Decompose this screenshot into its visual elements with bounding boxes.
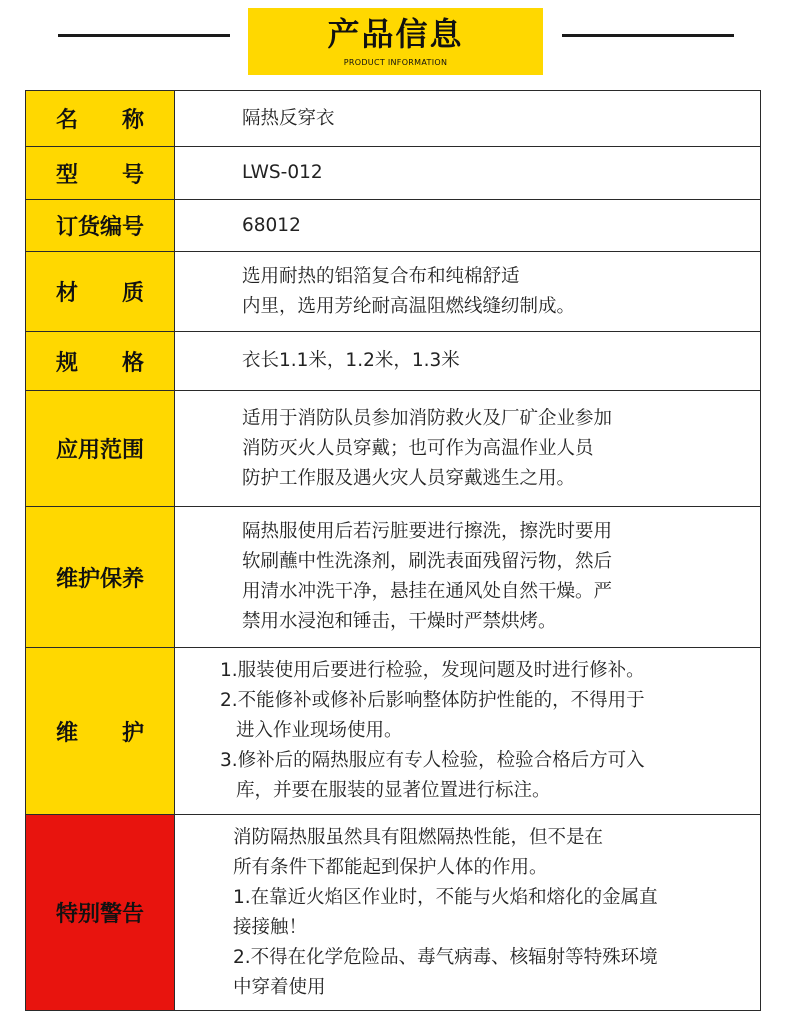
value-line: 消防灭火人员穿戴；也可作为高温作业人员 xyxy=(242,437,594,459)
value-order-number xyxy=(175,200,760,251)
row-model xyxy=(26,146,760,199)
label-application: 应用范围 xyxy=(26,391,175,506)
row-material xyxy=(26,251,760,331)
value-line: 2.不能修补或修补后影响整体防护性能的，不得用于 xyxy=(220,690,645,711)
value-line: 用清水冲洗干净，悬挂在通风处自然干燥。严 xyxy=(242,581,613,602)
header-divider-left xyxy=(58,34,230,37)
row-repair xyxy=(26,647,760,814)
value-line: 中穿着使用 xyxy=(233,976,326,998)
value-line: 库，并要在服装的显著位置进行标注。 xyxy=(236,780,551,801)
header-divider-right xyxy=(562,34,734,37)
label-maintenance-care: 维护保养 xyxy=(26,507,175,647)
value-line: 接接触！ xyxy=(233,916,308,938)
value-maintenance-care xyxy=(175,507,760,647)
value-line: 防护工作服及遇火灾人员穿戴逃生之用。 xyxy=(242,467,576,489)
value-line: 衣长1.1米，1.2米，1.3米 xyxy=(242,350,460,371)
page-title: 产品信息 xyxy=(327,15,464,53)
value-line: 进入作业现场使用。 xyxy=(236,720,403,741)
value-line: 2.不得在化学危险品、毒气病毒、核辐射等特殊环境 xyxy=(233,946,658,968)
row-name xyxy=(26,91,760,146)
value-line: 1.在靠近火焰区作业时，不能与火焰和熔化的金属直 xyxy=(233,886,658,908)
label-size: 规 格 xyxy=(26,332,175,390)
value-line: 隔热服使用后若污脏要进行擦洗，擦洗时要用 xyxy=(242,521,613,542)
value-application xyxy=(175,391,760,506)
value-line: 消防隔热服虽然具有阻燃隔热性能，但不是在 xyxy=(233,826,604,848)
row-order-number xyxy=(26,199,760,251)
label-name: 名 称 xyxy=(26,91,175,146)
value-name xyxy=(175,91,760,146)
label-material: 材 质 xyxy=(26,252,175,331)
value-line: 软刷蘸中性洗涤剂，刷洗表面残留污物，然后 xyxy=(242,551,613,572)
product-info-table xyxy=(25,90,761,1011)
value-line: 3.修补后的隔热服应有专人检验，检验合格后方可入 xyxy=(220,750,645,771)
title-banner xyxy=(248,8,543,75)
value-model xyxy=(175,147,760,199)
label-order-number: 订货编号 xyxy=(26,200,175,251)
value-line: 隔热反穿衣 xyxy=(242,107,335,129)
row-maintenance-care xyxy=(26,506,760,647)
row-special-warning xyxy=(26,814,760,1010)
row-application xyxy=(26,390,760,506)
value-material xyxy=(175,252,760,331)
value-special-warning xyxy=(175,815,760,1010)
value-line: 68012 xyxy=(242,214,301,236)
value-repair xyxy=(175,648,760,814)
row-size xyxy=(26,331,760,390)
label-model: 型 号 xyxy=(26,147,175,199)
value-line: 1.服装使用后要进行检验，发现问题及时进行修补。 xyxy=(220,660,645,681)
value-line: 所有条件下都能起到保护人体的作用。 xyxy=(233,856,548,878)
value-line: 选用耐热的铝箔复合布和纯棉舒适 xyxy=(242,265,520,287)
value-line: 适用于消防队员参加消防救火及厂矿企业参加 xyxy=(242,407,613,429)
page-subtitle: PRODUCT INFORMATION xyxy=(343,58,448,67)
value-line: LWS-012 xyxy=(242,162,323,183)
label-repair: 维 护 xyxy=(26,648,175,814)
value-line: 禁用水浸泡和锤击，干燥时严禁烘烤。 xyxy=(242,611,557,632)
value-size xyxy=(175,332,760,390)
value-line: 内里，选用芳纶耐高温阻燃线缝纫制成。 xyxy=(242,295,576,317)
label-special-warning: 特别警告 xyxy=(26,815,175,1010)
header xyxy=(0,0,790,82)
